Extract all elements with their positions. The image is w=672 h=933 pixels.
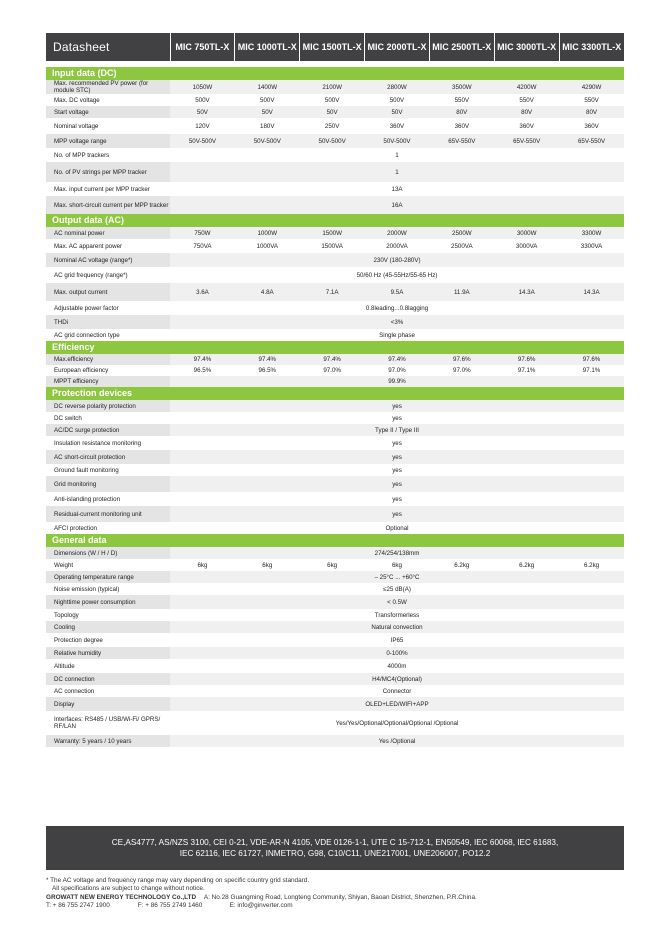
spec-value: 180V	[235, 118, 300, 134]
model-column-header: MIC 1000TL-X	[235, 33, 300, 61]
spec-value: yes	[170, 400, 624, 412]
table-row	[46, 559, 624, 571]
spec-label: Max. output current	[46, 283, 170, 301]
table-row	[46, 609, 624, 621]
spec-label: Dimensions (W / H / D)	[46, 547, 170, 559]
spec-value: 2000VA	[365, 239, 430, 253]
table-row	[46, 711, 624, 735]
table-row	[46, 476, 624, 492]
spec-value: 11.9A	[429, 283, 494, 301]
spec-label: No. of MPP trackers	[46, 148, 170, 162]
spec-value: 97.1%	[559, 365, 624, 376]
spec-value: 3300VA	[559, 239, 624, 253]
model-column-header: MIC 2500TL-X	[429, 33, 494, 61]
spec-value: 97.0%	[365, 365, 430, 376]
section-title: Output data (AC)	[46, 214, 624, 227]
table-row	[46, 227, 624, 239]
footer-notes	[46, 877, 646, 909]
spec-label: Anti-islanding protection	[46, 492, 170, 506]
spec-label: Start voltage	[46, 106, 170, 118]
table-row	[46, 267, 624, 283]
spec-value: IP65	[170, 633, 624, 647]
table-row	[46, 450, 624, 464]
spec-label: MPP voltage range	[46, 134, 170, 148]
model-column-header: MIC 750TL-X	[170, 33, 235, 61]
table-row	[46, 735, 624, 747]
spec-value: 13A	[170, 182, 624, 196]
spec-label: THDi	[46, 315, 170, 329]
company-fax: F: + 86 755 2749 1460	[137, 901, 203, 909]
spec-value: 1400W	[235, 80, 300, 94]
spec-label: Operating temperature range	[46, 571, 170, 583]
spec-value: 97.0%	[300, 365, 365, 376]
table-row	[46, 94, 624, 106]
spec-value: 96.5%	[170, 365, 235, 376]
spec-value: 6kg	[300, 559, 365, 571]
table-row	[46, 283, 624, 301]
spec-value: 97.4%	[365, 354, 430, 365]
spec-value: 4.8A	[235, 283, 300, 301]
spec-value: 360V	[429, 118, 494, 134]
spec-value: 50/60 Hz (45-55Hz/55-65 Hz)	[170, 267, 624, 283]
spec-value: 1500W	[300, 227, 365, 239]
section-title: Input data (DC)	[46, 67, 624, 80]
spec-label: MPPT efficiency	[46, 376, 170, 387]
spec-value: 7.1A	[300, 283, 365, 301]
table-row	[46, 148, 624, 162]
table-row	[46, 506, 624, 522]
section-title: Efficiency	[46, 341, 624, 354]
spec-value: 3000W	[494, 227, 559, 239]
spec-value: 6kg	[170, 559, 235, 571]
spec-value: 6.2kg	[559, 559, 624, 571]
model-column-header: MIC 1500TL-X	[300, 33, 365, 61]
spec-label: Protection degree	[46, 633, 170, 647]
spec-value: 65V-550V	[494, 134, 559, 148]
spec-label: Adjustable power factor	[46, 301, 170, 315]
spec-label: Grid monitoring	[46, 476, 170, 492]
section-header-efficiency	[46, 341, 624, 354]
table-row	[46, 412, 624, 424]
spec-label: Max. DC voltage	[46, 94, 170, 106]
table-row	[46, 400, 624, 412]
spec-value: 50V-500V	[235, 134, 300, 148]
header-row	[46, 33, 624, 61]
spec-value: 1	[170, 162, 624, 182]
datasheet-title: Datasheet	[46, 33, 170, 61]
section-header-output-data-ac	[46, 214, 624, 227]
spec-value: 3000VA	[494, 239, 559, 253]
table-row	[46, 196, 624, 214]
spec-value: 80V	[559, 106, 624, 118]
spec-value: 3.6A	[170, 283, 235, 301]
spec-value: 99.9%	[170, 376, 624, 387]
table-row	[46, 697, 624, 711]
footnote-specs: All specifications are subject to change without notice.	[52, 884, 205, 892]
spec-label: Cooling	[46, 621, 170, 633]
spec-value: 2500W	[429, 227, 494, 239]
spec-value: 550V	[429, 94, 494, 106]
table-row	[46, 106, 624, 118]
spec-value: 97.6%	[429, 354, 494, 365]
table-row	[46, 162, 624, 182]
spec-value: 80V	[494, 106, 559, 118]
table-row	[46, 365, 624, 376]
spec-value: 1	[170, 148, 624, 162]
table-row	[46, 80, 624, 94]
spec-value: 500V	[365, 94, 430, 106]
spec-value: 97.6%	[559, 354, 624, 365]
spec-label: Nighttime power consumption	[46, 595, 170, 609]
spec-value: 65V-550V	[559, 134, 624, 148]
table-row	[46, 315, 624, 329]
spec-label: DC reverse polarity protection	[46, 400, 170, 412]
spec-label: Display	[46, 697, 170, 711]
spec-value: 4290W	[559, 80, 624, 94]
model-column-header: MIC 3000TL-X	[494, 33, 559, 61]
table-row	[46, 301, 624, 315]
spec-value: 6kg	[365, 559, 430, 571]
table-row	[46, 239, 624, 253]
spec-label: Altitude	[46, 659, 170, 673]
spec-value: 16A	[170, 196, 624, 214]
spec-value: OLED+LED/WIFI+APP	[170, 697, 624, 711]
spec-label: Relative humidity	[46, 647, 170, 659]
table-row	[46, 659, 624, 673]
spec-value: 3300W	[559, 227, 624, 239]
spec-label: AC grid connection type	[46, 329, 170, 341]
spec-label: Max. input current per MPP tracker	[46, 182, 170, 196]
spec-label: DC connection	[46, 673, 170, 685]
certifications-banner	[46, 826, 624, 870]
spec-value: Transformerless	[170, 609, 624, 621]
spec-value: yes	[170, 436, 624, 450]
spec-value: 1050W	[170, 80, 235, 94]
table-row	[46, 673, 624, 685]
spec-value: 2000W	[365, 227, 430, 239]
spec-value: 50V	[365, 106, 430, 118]
table-row	[46, 134, 624, 148]
spec-value: 500V	[235, 94, 300, 106]
table-row	[46, 492, 624, 506]
company-email: E: info@ginverter.com	[229, 901, 293, 909]
spec-label: Insulation resistance monitoring	[46, 436, 170, 450]
spec-value: 97.0%	[429, 365, 494, 376]
spec-label: Ground fault monitoring	[46, 464, 170, 476]
table-row	[46, 647, 624, 659]
spec-value: 1500VA	[300, 239, 365, 253]
spec-value: 1000VA	[235, 239, 300, 253]
model-column-header: MIC 2000TL-X	[365, 33, 430, 61]
table-row	[46, 182, 624, 196]
spec-value: 97.1%	[494, 365, 559, 376]
spec-value: 550V	[559, 94, 624, 106]
spec-value: 50V	[170, 106, 235, 118]
company-address: A: No.28 Guangming Road, Longteng Community, Shiyan, Baoan District, Shenzhen, P.R.China.	[203, 894, 477, 901]
spec-label: Max. AC apparent power	[46, 239, 170, 253]
table-row	[46, 571, 624, 583]
spec-value: 80V	[429, 106, 494, 118]
spec-value: H4/MC4(Optional)	[170, 673, 624, 685]
spec-value: – 25°C ... +60°C	[170, 571, 624, 583]
spec-value: <3%	[170, 315, 624, 329]
table-row	[46, 464, 624, 476]
spec-value: 65V-550V	[429, 134, 494, 148]
table-row	[46, 376, 624, 387]
spec-value: 50V-500V	[300, 134, 365, 148]
table-row	[46, 595, 624, 609]
spec-value: yes	[170, 412, 624, 424]
spec-label: AC grid frequency (range*)	[46, 267, 170, 283]
spec-label: AC/DC surge protection	[46, 424, 170, 436]
model-column-header: MIC 3300TL-X	[559, 33, 624, 61]
spec-label: Nominal AC voltage (range*)	[46, 253, 170, 267]
spec-value: 0-100%	[170, 647, 624, 659]
spec-value: yes	[170, 492, 624, 506]
spec-value: 250V	[300, 118, 365, 134]
spec-value: 6.2kg	[494, 559, 559, 571]
spec-value: 97.4%	[235, 354, 300, 365]
spec-value: yes	[170, 464, 624, 476]
company-name: GROWATT NEW ENERGY TECHNOLOGY Co.,LTD	[46, 894, 197, 901]
spec-label: Interfaces: RS485 / USB/Wi-Fi/ GPRS/ RF/LAN	[46, 711, 170, 735]
spec-value: 50V	[235, 106, 300, 118]
spec-value: 50V	[300, 106, 365, 118]
spec-value: yes	[170, 506, 624, 522]
spec-label: AC short-circuit protection	[46, 450, 170, 464]
spec-value: 1000W	[235, 227, 300, 239]
table-row	[46, 583, 624, 595]
certifications-line: CE,AS4777, AS/NZS 3100, CEI 0-21, VDE-AR-N 4105, VDE 0126-1-1, UTE C 15-712-1, EN50549, IEC 60068, IEC 61683,	[111, 838, 559, 847]
spec-value: Yes/Yes/Optional/Optional/Optional /Optional	[170, 711, 624, 735]
spec-value: Type II / Type III	[170, 424, 624, 436]
spec-value: 750VA	[170, 239, 235, 253]
spec-value: Single phase	[170, 329, 624, 341]
spec-value: 360V	[494, 118, 559, 134]
spec-value: 750W	[170, 227, 235, 239]
table-row	[46, 547, 624, 559]
spec-value: 360V	[559, 118, 624, 134]
spec-value: 50V-500V	[170, 134, 235, 148]
datasheet	[46, 33, 624, 747]
spec-value: 550V	[494, 94, 559, 106]
spec-value: 6kg	[235, 559, 300, 571]
section-header-protection-devices	[46, 387, 624, 400]
certifications-line: IEC 62116, IEC 61727, INMETRO, G98, C10/C11, UNE217001, UNE206007, PO12.2	[179, 849, 491, 858]
spec-value: 97.6%	[494, 354, 559, 365]
spec-value: ≤25 dB(A)	[170, 583, 624, 595]
table-row	[46, 522, 624, 534]
spec-value: 230V (180-280V)	[170, 253, 624, 267]
spec-table	[46, 33, 624, 747]
section-header-general-data	[46, 534, 624, 547]
spec-value: 4200W	[494, 80, 559, 94]
table-row	[46, 329, 624, 341]
spec-value: 96.5%	[235, 365, 300, 376]
spec-value: 6.2kg	[429, 559, 494, 571]
table-row	[46, 685, 624, 697]
spec-value: 0.8leading...0.8lagging	[170, 301, 624, 315]
spec-value: 3500W	[429, 80, 494, 94]
spec-label: Max.efficiency	[46, 354, 170, 365]
spec-value: 274/254/138mm	[170, 547, 624, 559]
spec-value: 50V-500V	[365, 134, 430, 148]
spec-label: AFCI protection	[46, 522, 170, 534]
spec-value: 500V	[170, 94, 235, 106]
spec-value: 2800W	[365, 80, 430, 94]
table-row	[46, 253, 624, 267]
table-row	[46, 118, 624, 134]
table-row	[46, 436, 624, 450]
table-row	[46, 354, 624, 365]
spec-value: yes	[170, 476, 624, 492]
spec-value: 9.5A	[365, 283, 430, 301]
spec-label: AC connection	[46, 685, 170, 697]
spec-value: Yes /Optional	[170, 735, 624, 747]
spec-label: Max. recommended PV power (for module STC)	[46, 80, 170, 94]
spec-label: DC switch	[46, 412, 170, 424]
spec-label: European efficiency	[46, 365, 170, 376]
spec-value: 14.3A	[559, 283, 624, 301]
spec-value: Connector	[170, 685, 624, 697]
spec-value: 360V	[365, 118, 430, 134]
spec-label: AC nominal power	[46, 227, 170, 239]
table-row	[46, 633, 624, 647]
spec-value: 120V	[170, 118, 235, 134]
table-row	[46, 424, 624, 436]
spec-label: Weight	[46, 559, 170, 571]
spec-label: Noise emission (typical)	[46, 583, 170, 595]
spec-value: 500V	[300, 94, 365, 106]
spec-value: Optional	[170, 522, 624, 534]
spec-label: Warranty: 5 years / 10 years	[46, 735, 170, 747]
spec-label: Topology	[46, 609, 170, 621]
section-title: General data	[46, 534, 624, 547]
company-phone: T: + 86 755 2747 1900	[46, 901, 110, 909]
spec-label: Max. short-circuit current per MPP tracker	[46, 196, 170, 214]
spec-value: 2100W	[300, 80, 365, 94]
spec-value: yes	[170, 450, 624, 464]
section-title: Protection devices	[46, 387, 624, 400]
spec-value: 97.4%	[170, 354, 235, 365]
spec-value: 4000m	[170, 659, 624, 673]
table-row	[46, 621, 624, 633]
spec-value: Natural convection	[170, 621, 624, 633]
spec-label: Residual-current monitoring unit	[46, 506, 170, 522]
spec-value: 2500VA	[429, 239, 494, 253]
spec-value: 14.3A	[494, 283, 559, 301]
spec-value: < 0.5W	[170, 595, 624, 609]
section-header-input-data-dc	[46, 67, 624, 80]
spec-value: 97.4%	[300, 354, 365, 365]
spec-label: Nominal voltage	[46, 118, 170, 134]
footnote-voltage: * The AC voltage and frequency range may vary depending on specific country grid standard.	[46, 877, 310, 884]
spec-label: No. of PV strings per MPP tracker	[46, 162, 170, 182]
